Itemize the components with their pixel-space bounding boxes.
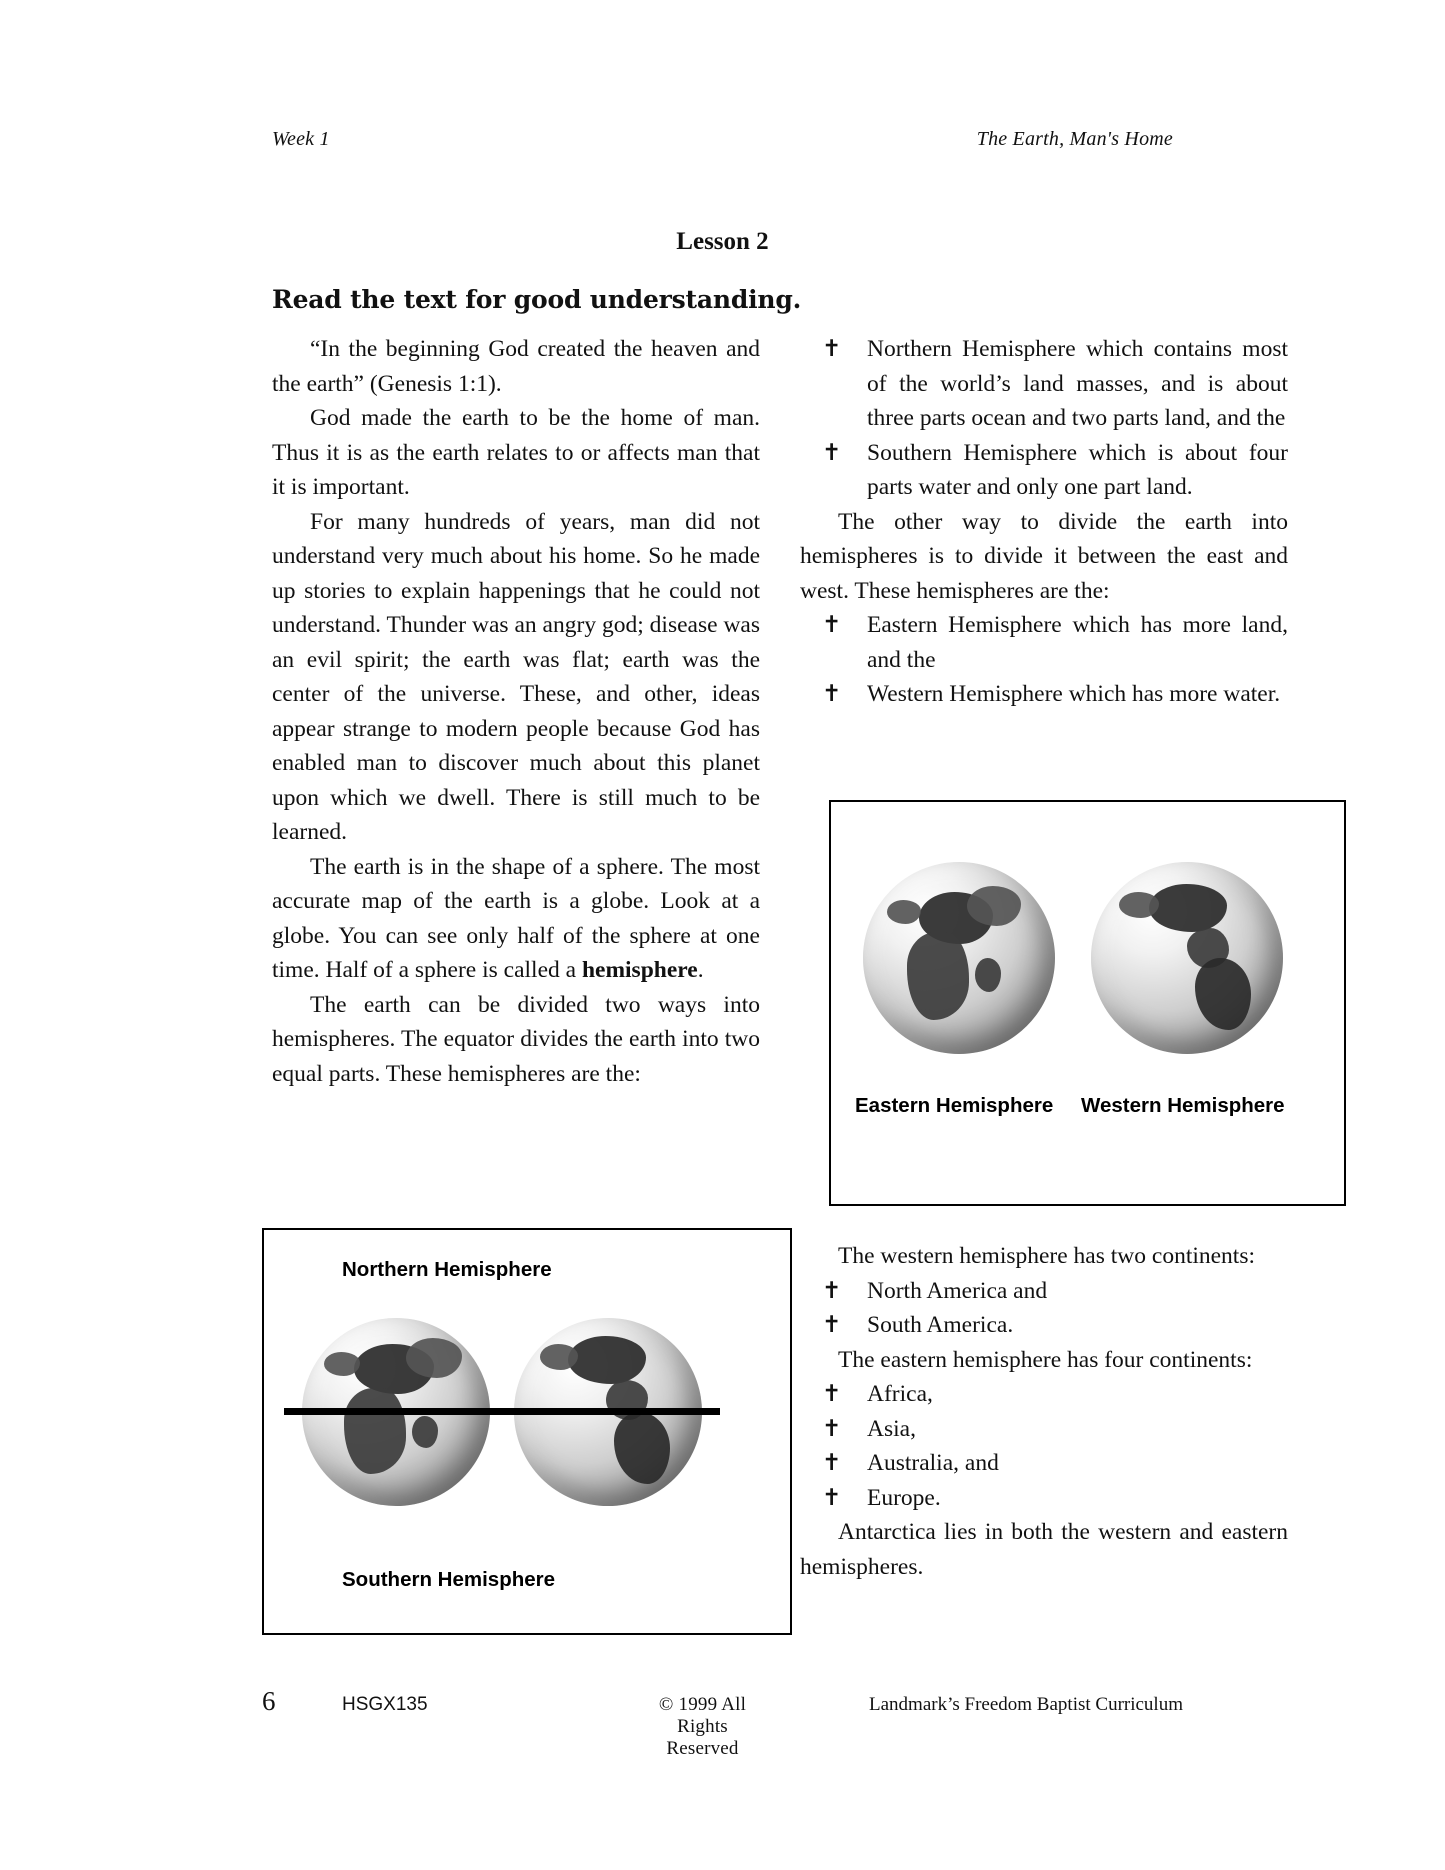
equator-line-right <box>496 1408 720 1415</box>
bullet-list-eastern-continents <box>800 1377 1288 1515</box>
list-item <box>800 608 1288 677</box>
paragraph: The other way to divide the earth into hemispheres is to divide it between the east and west. These hemispheres are the: <box>800 508 1288 604</box>
page-title: Lesson 2 <box>676 228 769 255</box>
list-item-label: Northern Hemisphere which contains most of the world’s land masses, and is about three parts ocean and two parts land, and the <box>867 336 1288 431</box>
cross-icon: ✝ <box>822 1415 842 1441</box>
list-item <box>800 436 1288 505</box>
page-number: 6 <box>262 1686 276 1716</box>
term-trailing: . <box>697 957 704 983</box>
list-item-label: Eastern Hemisphere which has more land, and the <box>867 612 1288 673</box>
cross-icon: ✝ <box>822 1381 842 1406</box>
list-item <box>800 1481 1288 1516</box>
list-item-label: Australia, and <box>867 1450 999 1476</box>
figure-caption-eastern: Eastern Hemisphere <box>855 1094 1054 1117</box>
figure-north-south-hemispheres <box>262 1228 792 1635</box>
paragraph: For many hundreds of years, man did not understand very much about his home. So he made up stories to explain happenings that he could not understand. Thunder was an angry god; disease was an evil spirit; the earth was flat; earth was the center of the universe. These, and other, ideas appear strange to modern people because God has enabled man to discover much about this planet upon which we dwell. There is still much to be learned. <box>272 508 760 845</box>
cross-icon: ✝ <box>822 439 842 465</box>
cross-icon: ✝ <box>822 336 842 361</box>
list-item-label: Southern Hemisphere which is about four parts water and only one part land. <box>867 439 1288 500</box>
publisher-text: Landmark’s Freedom Baptist Curriculum <box>869 1694 1183 1715</box>
cross-icon: ✝ <box>822 1484 842 1510</box>
list-item <box>800 1274 1288 1309</box>
list-item <box>800 332 1288 436</box>
cross-icon: ✝ <box>822 1277 842 1303</box>
figure-caption-western: Western Hemisphere <box>1081 1094 1285 1117</box>
list-item-label: Africa, <box>867 1381 933 1407</box>
figure-caption-southern: Southern Hemisphere <box>342 1568 556 1591</box>
cross-icon: ✝ <box>822 681 842 706</box>
copyright-text: © 1999 All Rights Reserved <box>658 1694 747 1759</box>
paragraph: The earth can be divided two ways into hemispheres. The equator divides the earth into two equal parts. These hemispheres are the: <box>272 991 760 1087</box>
list-item-label: Western Hemisphere which has more water. <box>867 681 1281 707</box>
equator-line-left <box>284 1408 508 1415</box>
product-code: HSGX135 <box>342 1694 428 1715</box>
page-footer <box>262 1686 1183 1760</box>
running-head-left: Week 1 <box>272 128 330 150</box>
right-column-lower <box>800 1239 1288 1584</box>
paragraph: Antarctica lies in both the western and eastern hemispheres. <box>800 1519 1288 1580</box>
paragraph-with-term <box>272 850 760 988</box>
globe-eastern <box>863 862 1055 1054</box>
cross-icon: ✝ <box>822 1450 842 1475</box>
list-item-label: South America. <box>867 1312 1014 1338</box>
list-item <box>800 1446 1288 1481</box>
paragraph-text: The earth is in the shape of a sphere. The most accurate map of the earth is a globe. Look at a globe. You can see only half of the sphere at one time. Half of a sphere is called a <box>272 853 760 983</box>
bullet-list-north-south <box>800 332 1288 505</box>
running-head-right: The Earth, Man's Home <box>976 128 1173 150</box>
figure-caption-northern: Northern Hemisphere <box>342 1258 552 1281</box>
section-heading: Read the text for good understanding. <box>272 285 802 314</box>
cross-icon: ✝ <box>822 612 842 637</box>
left-column <box>272 332 760 1091</box>
paragraph: The western hemisphere has two continents: <box>838 1243 1256 1269</box>
list-item <box>800 1412 1288 1447</box>
globe-western <box>1091 862 1283 1054</box>
list-item <box>800 677 1288 712</box>
cross-icon: ✝ <box>822 1312 842 1337</box>
running-head <box>272 128 1173 151</box>
list-item-label: North America and <box>867 1277 1048 1304</box>
bullet-list-western-continents <box>800 1274 1288 1343</box>
bullet-list-east-west <box>800 608 1288 712</box>
figure-east-west-hemispheres <box>829 800 1346 1206</box>
list-item-label: Europe. <box>867 1484 941 1511</box>
paragraph: The eastern hemisphere has four continents: <box>838 1346 1253 1373</box>
list-item-label: Asia, <box>867 1415 916 1442</box>
right-column <box>800 332 1288 712</box>
paragraph: “In the beginning God created the heaven and the earth” (Genesis 1:1). <box>272 336 760 397</box>
list-item <box>800 1308 1288 1343</box>
term-hemisphere: hemisphere <box>581 957 698 983</box>
paragraph: God made the earth to be the home of man. Thus it is as the earth relates to or affects man that it is important. <box>272 405 760 500</box>
list-item <box>800 1377 1288 1412</box>
